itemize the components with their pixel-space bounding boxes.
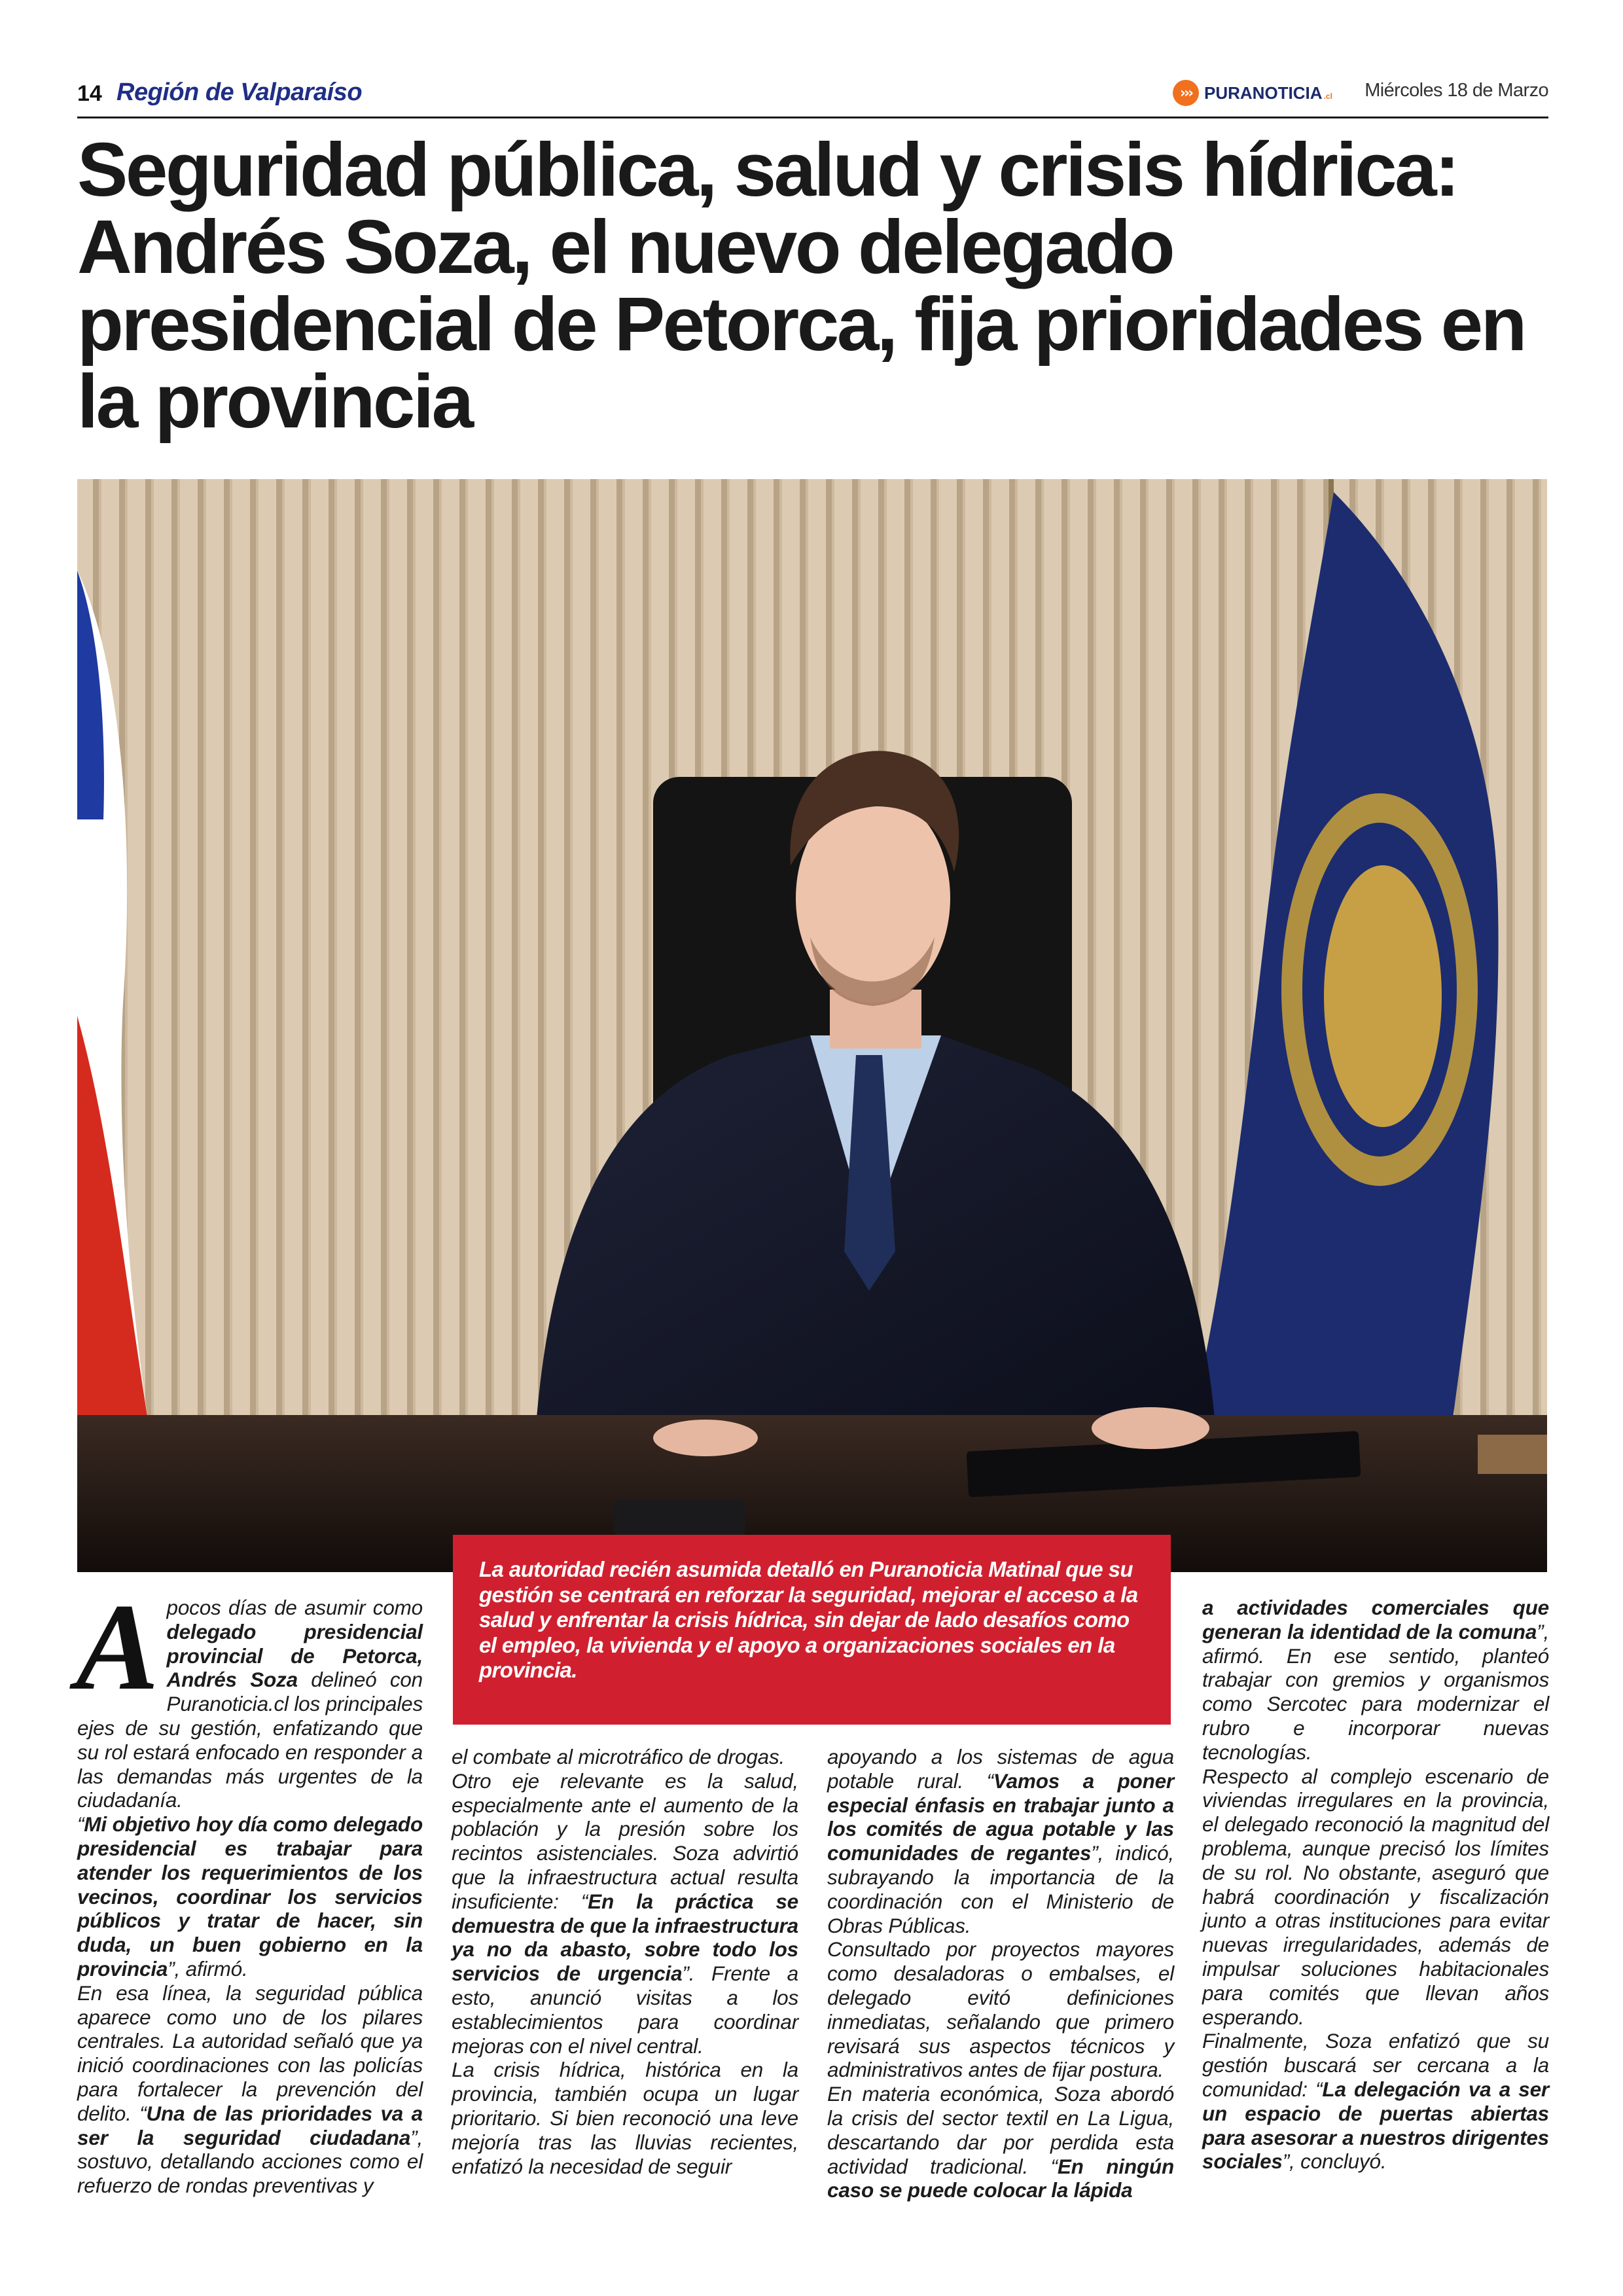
quote: En la práctica se demuestra de que la infraestructura ya no da abasto, sobre todo los servicios de urgencia [452,1889,799,1986]
paragraph [77,1981,423,2198]
text-run: ”, afirmó. En ese sentido, planteó trabajar con gremios y organismos como Sercotec para modernizar el rubro e incorporar nuevas tecnologías. [1202,1619,1549,1764]
text-run: delineó con Puranoticia.cl los principales ejes de su gestión, enfatizando que su rol estará enfocado en responder a las demandas más urgentes de la ciudadanía. [77,1668,423,1812]
hand-left [653,1420,758,1456]
dropcap: A [76,1579,159,1716]
text-run: En esa línea, la seguridad pública aparece como uno de los pilares centrales. La autoridad señaló que ya inició coordinaciones con las policías para fortalecer la prevención del delito. “ [77,1981,423,2125]
photo-illustration [77,479,1547,1572]
quote: Vamos a poner especial énfasis en trabajar junto a los comités de agua potable y las comunidades de regantes [827,1768,1174,1865]
brand-name: PURANOTICIA [1204,82,1323,103]
issue-date: Miércoles 18 de Marzo [1364,80,1548,101]
article-column-4 [1202,1596,1549,2174]
paragraph [1202,1596,1549,1765]
text-run: ”, sostuvo, detallando acciones como el refuerzo de rondas preventivas y [77,2125,423,2198]
paragraph [1202,2029,1549,2174]
text-run: Otro eje relevante es la salud, especialmente ante el aumento de la población y la presión sobre los recintos asistenciales. Soza advirtió que la infraestructura actual resulta insuficiente: “ [452,1768,798,1913]
text-run: ”, concluyó. [1282,2149,1387,2174]
paragraph: Respecto al complejo escenario de viviendas irregulares en la provincia, el delegado reconoció la magnitud del problema, aunque precisó los límites de su rol. No obstante, aseguró que habrá coordinación y fiscalización junto a otras instituciones para evitar nuevas irregularidades, además de impulsar soluciones habitacionales para comités que llevan años esperando. [1202,1764,1549,2029]
text-run: pocos días de asumir como [166,1596,423,1619]
paragraph [77,1812,423,1981]
puranoticia-logo-icon: ››› [1173,80,1199,106]
paragraph: La crisis hídrica, histórica en la provincia, también ocupa un lugar prioritario. Si bien reconoció una leve mejoría tras las lluvias recientes, enfatizó la necesidad de seguir [452,2058,798,2178]
page-number: 14 [77,81,102,106]
article-column-2 [452,1745,798,2178]
text-run: ”, indicó, subrayando la importancia de la coordinación con el Ministerio de Obras Públicas. [827,1841,1174,1937]
section-name: Región de Valparaíso [116,79,363,106]
page-header [77,72,1548,118]
quote: Una de las prioridades va a ser la seguridad ciudadana [77,2101,423,2149]
paragraph: el combate al microtráfico de drogas. [452,1745,785,1768]
side-object [1478,1435,1547,1474]
text-run: ”, afirmó. [168,1956,248,1981]
quote: a actividades comerciales que generan la identidad de la comuna [1202,1596,1549,1643]
photo-caption: La autoridad recién asumida detalló en Puranoticia Matinal que su gestión se centrará en reforzar la seguridad, mejorar el acceso a la salud y enfrentar la crisis hídrica, sin dejar de lado desafíos como el empleo, la vivienda y el apoyo a organizaciones sociales en la provincia. [479,1557,1138,1682]
quote: La delegación va a ser un espacio de puertas abiertas para asesorar a nuestros dirigentes sociales [1202,2077,1549,2174]
quote: Mi objetivo hoy día como delegado presidencial es trabajar para atender los requerimientos de los vecinos, coordinar los servicios públicos y tratar de hacer, sin duda, un buen gobierno en la provincia [77,1812,423,1981]
text-run: “ [77,1812,84,1837]
article-column-1 [76,1579,423,2198]
bold-text: delegado presidencial provincial de Petorca, Andrés Soza [166,1619,423,1692]
brand-suffix: .cl [1323,92,1332,101]
headline: Seguridad pública, salud y crisis hídrica: Andrés Soza, el nuevo delegado presidencial de Petorca, fija prioridades en la provincia [77,127,1525,444]
paragraph: Consultado por proyectos mayores como desaladoras o embalses, el delegado evitó definiciones inmediatas, señalando que primero revisará sus aspectos técnicos y administrativos antes de fijar postura. [827,1937,1174,2082]
paragraph [76,1579,423,1812]
text-run: apoyando a los sistemas de agua potable rural. “ [827,1745,1174,1793]
text-run: En materia económica, Soza abordó la crisis del sector textil en La Ligua, descartando dar por perdida esta actividad tradicional. “ [827,2082,1174,2178]
paragraph [452,1769,798,2058]
quote: En ningún caso se puede colocar la lápida [827,2154,1174,2202]
paragraph [827,1745,1174,1937]
hand [1092,1407,1209,1449]
text-run: ”. Frente a esto, anunció visitas a los establecimientos para coordinar mejoras con el nivel central. [452,1962,798,2058]
text-run: Finalmente, Soza enfatizó que su gestión buscará ser cercana a la comunidad: “ [1202,2029,1549,2101]
paragraph [827,2082,1174,2202]
article-column-3 [827,1745,1174,2202]
phone [614,1500,745,1536]
caption-box [453,1535,1171,1725]
brand-logo [1173,80,1332,106]
article-photo [77,479,1547,1572]
